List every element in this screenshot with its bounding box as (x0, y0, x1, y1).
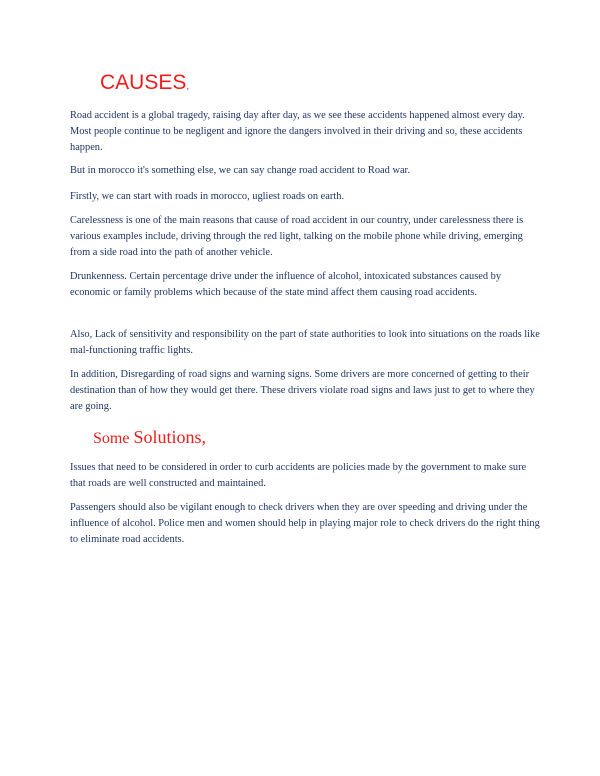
solutions-paragraph-2: Passengers should also be vigilant enough to check drivers when they are over speeding and driving under the influence of alcohol. Police men and women should help in playing major role to check drivers do the right thing to eliminate road accidents. (70, 502, 540, 545)
causes-heading (100, 70, 189, 100)
causes-paragraph-1: Road accident is a global tragedy, raising day after day, as we see these accidents happened almost every day. Most people continue to be negligent and ignore the dangers involved in their driving and so, these accidents happen. (70, 110, 525, 153)
causes-paragraph-5: Drunkenness. Certain percentage drive under the influence of alcohol, intoxicated substances caused by economic or family problems which because of the state mind affect them causing road accidents. (70, 271, 502, 298)
causes-heading-comma: , (186, 81, 190, 92)
solutions-paragraph-1: Issues that need to be considered in order to curb accidents are policies made by the government to make sure that roads are well constructed and maintained. (70, 462, 527, 489)
causes-paragraph-3: Firstly, we can start with roads in morocco, ugliest roads on earth. (70, 191, 345, 202)
solutions-heading (93, 426, 206, 450)
solutions-heading-word1: Some (93, 430, 134, 447)
causes-paragraph-4: Carelessness is one of the main reasons that cause of road accident in our country, under carelessness there is various examples include, driving through the red light, talking on the mobile phone while driving, emerging from a side road into the path of another vehicle. (70, 215, 524, 258)
causes-paragraph-2: But in morocco it's something else, we can say change road accident to Road war. (70, 165, 411, 176)
solutions-heading-word2: Solutions, (133, 427, 206, 447)
causes-heading-text: CAUSES (100, 71, 187, 94)
causes-paragraph-7: In addition, Disregarding of road signs and warning signs. Some drivers are more concerned of getting to their destination than of how they would get there. These drivers violate road signs and laws just to get to where they are going. (70, 369, 535, 412)
causes-paragraph-6: Also, Lack of sensitivity and responsibility on the part of state authorities to look into situations on the roads like mal-functioning traffic lights. (70, 329, 540, 356)
